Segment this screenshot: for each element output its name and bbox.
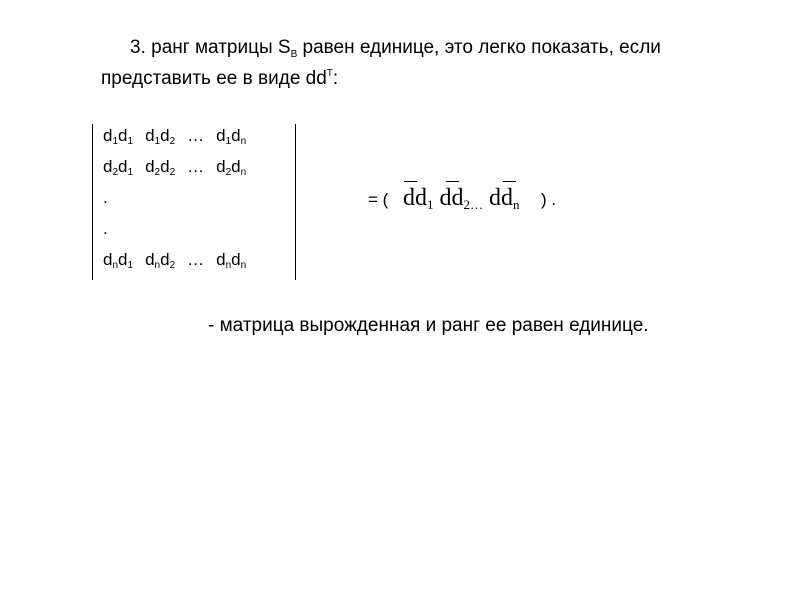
matrix-row-dots-1: . xyxy=(103,188,108,207)
overbar-3 xyxy=(503,181,516,182)
heading-colon: : xyxy=(332,68,339,89)
heading-text-part-2: равен единице, это легко показать, если xyxy=(297,37,661,58)
vector-product: $dd_1$ $dd_{2\dots}$ $dd_n$ xyxy=(403,185,520,212)
conclusion-text: - матрица вырожденная и ранг ее равен единице. xyxy=(208,315,649,336)
overbar-1 xyxy=(404,181,417,182)
heading-text-part-1: ранг матрицы S xyxy=(151,37,291,58)
matrix-row-1: $d_1d_1$ $d_1d_2$ … $d_1d_n$ xyxy=(103,126,247,147)
heading-line-2-text: представить ее в виде dd xyxy=(101,68,327,89)
equation-suffix: ) . xyxy=(541,190,557,209)
item-number: 3. xyxy=(130,37,146,58)
matrix-row-dots-2: . xyxy=(103,219,108,238)
heading-line-2 xyxy=(101,62,338,91)
determinant-matrix xyxy=(92,124,296,280)
overbar-2 xyxy=(446,181,459,182)
matrix-row-2: $d_2d_1$ $d_2d_2$ … $d_2d_n$ xyxy=(103,157,247,178)
subscript-b: B xyxy=(290,49,298,60)
superscript-t: T xyxy=(326,68,333,79)
matrix-row-n: $d_nd_1$ $d_nd_2$ … $d_nd_n$ xyxy=(103,250,247,271)
equation-prefix: = ( xyxy=(368,190,389,209)
